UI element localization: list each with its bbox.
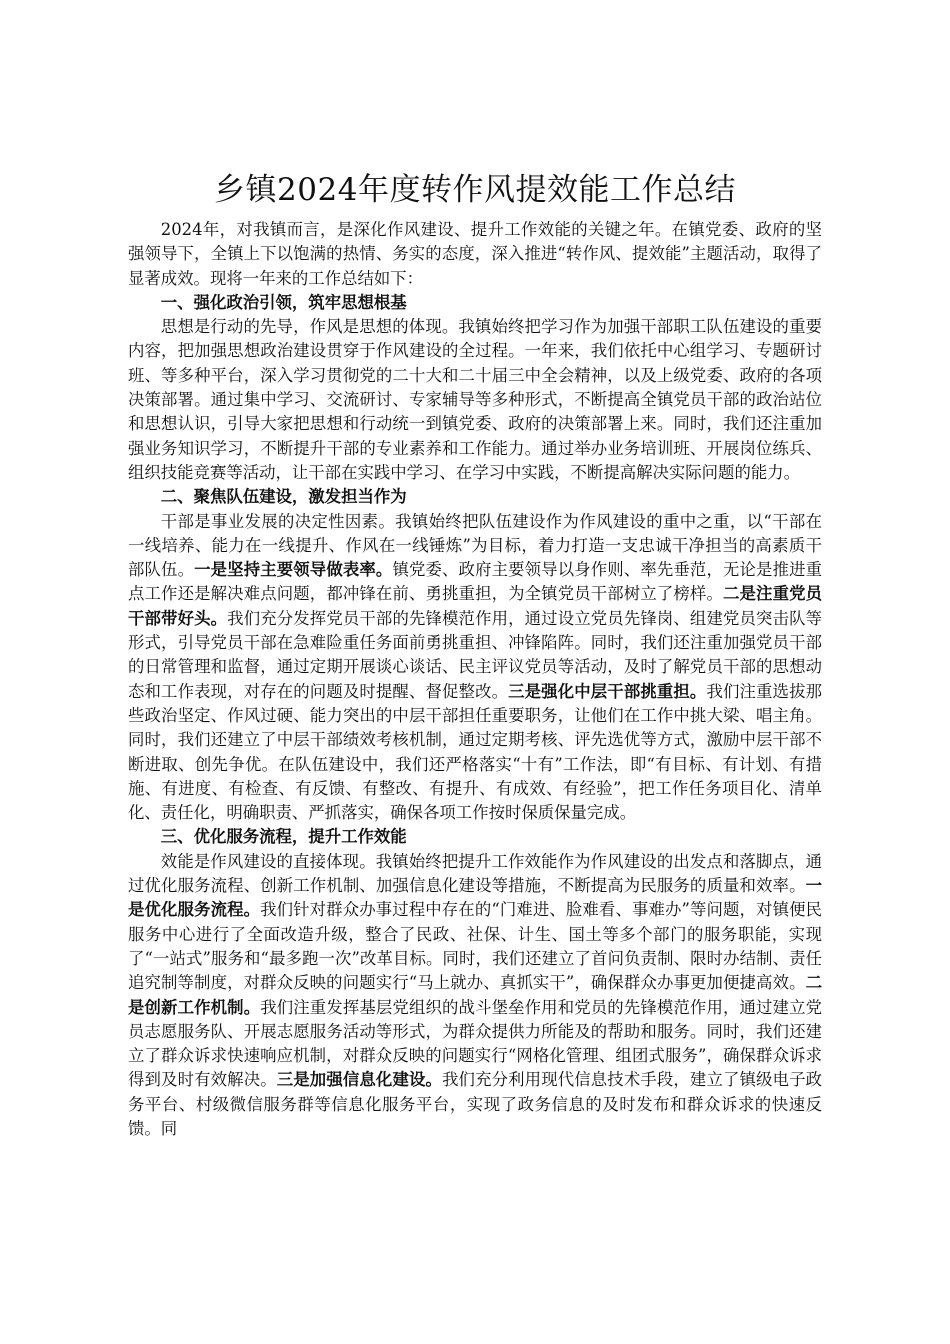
section-3-text-2: 我们针对群众办事过程中存在的“门难进、脸难看、事难办”等问题，对镇便民服务中心进行了全面改造升级，整合了民政、社保、计生、国土等多个部门的服务职能，实现了“一站式”服务和“最多跑一次”改革目标。同时，我们还建立了首问负责制、限时办结制、责任追究制等制度，对群众反映的问题实行“马上就办、真抓实干”，确保群众办事更加便捷高效。 [128, 900, 822, 993]
section-2-text-4: 我们注重选拔那些政治坚定、作风过硬、能力突出的中层干部担任重要职务，让他们在工作中挑大梁、唱主角。同时，我们还建立了中层干部绩效考核机制，通过定期考核、评先选优等方式，激励中层干部不断进取、创先争优。在队伍建设中，我们还严格落实“十有”工作法，即“有目标、有计划、有措施、有进度、有检查、有反馈、有整改、有提升、有成效、有经验”，把工作任务项目化、清单化、责任化，明确职责、严抓落实，确保各项工作按时保质保量完成。 [128, 681, 823, 823]
section-2-bold-1: 一是坚持主要领导做表率。 [194, 560, 393, 580]
section-3-bold-3: 三是加强信息化建设。 [276, 1070, 443, 1090]
section-3-text-4: 我们充分利用现代信息技术手段，建立了镇级电子政务平台、村级微信服务群等信息化服务平台，实现了政务信息的及时发布和群众诉求的快速反馈。同 [128, 1070, 823, 1138]
section-3-text-1: 效能是作风建设的直接体现。我镇始终把提升工作效能作为作风建设的出发点和落脚点，通过优化服务流程、创新工作机制、加强信息化建设等措施，不断提高为民服务的质量和效率。 [128, 851, 822, 896]
document-page [128, 168, 822, 1141]
section-3-bold-1: 一是优化服务流程。 [128, 876, 822, 920]
section-2-heading: 二、聚焦队伍建设，激发担当作为 [160, 487, 407, 507]
section-2-bold-2: 二是注重党员干部带好头。 [128, 584, 823, 628]
section-1-heading: 一、强化政治引领，筑牢思想根基 [160, 292, 407, 312]
section-3-text-3: 我们注重发挥基层党组织的战斗堡垒作用和党员的先锋模范作用，通过建立党员志愿服务队、开展志愿服务活动等形式，为群众提供力所能及的帮助和服务。同时，我们还建立了群众诉求快速响应机制，对群众反映的问题实行“网格化管理、组团式服务”，确保群众诉求得到及时有效解决。 [128, 997, 823, 1090]
section-3-heading: 三、优化服务流程，提升工作效能 [160, 827, 407, 847]
section-2-text-2: 镇党委、政府主要领导以身作则、率先垂范，无论是推进重点工作还是解决难点问题，都冲锋在前、勇挑重担，为全镇党员干部树立了榜样。 [128, 560, 823, 604]
document-title: 乡镇2024年度转作风提效能工作总结 [214, 172, 736, 208]
section-2-text-1: 干部是事业发展的决定性因素。我镇始终把队伍建设作为作风建设的重中之重，以“干部在一线培养、能力在一线提升、作风在一线锤炼”为目标，着力打造一支忠诚干净担当的高素质干部队伍。 [128, 511, 822, 580]
intro-paragraph: 2024年，对我镇而言，是深化作风建设、提升工作效能的关键之年。在镇党委、政府的坚强领导下，全镇上下以饱满的热情、务实的态度，深入推进“转作风、提效能”主题活动，取得了显著成效。现将一年来的工作总结如下： [128, 220, 822, 288]
section-3-bold-2: 二是创新工作机制。 [128, 973, 822, 1017]
section-3-paragraph [128, 850, 822, 1142]
section-2-text-3: 我们充分发挥党员干部的先锋模范作用，通过设立党员先锋岗、组建党员突击队等形式，引导党员干部在急难险重任务面前勇挑重担、冲锋陷阵。同时，我们还注重加强党员干部的日常管理和监督，通过定期开展谈心谈话、民主评议党员等活动，及时了解党员干部的思想动态和工作表现，对存在的问题及时提醒、督促整改。 [128, 608, 823, 701]
section-2-paragraph [128, 510, 822, 826]
section-1-paragraph: 思想是行动的先导，作风是思想的体现。我镇始终把学习作为加强干部职工队伍建设的重要内容，把加强思想政治建设贯穿于作风建设的全过程。一年来，我们依托中心组学习、专题研讨班、等多种平台，深入学习贯彻党的二十大和二十届三中全会精神，以及上级党委、政府的各项决策部署。通过集中学习、交流研讨、专家辅导等多种形式，不断提高全镇党员干部的政治站位和思想认识，引导大家把思想和行动统一到镇党委、政府的决策部署上来。同时，我们还注重加强业务知识学习，不断提升干部的专业素养和工作能力。通过举办业务培训班、开展岗位练兵、组织技能竞赛等活动，让干部在实践中学习、在学习中实践，不断提高解决实际问题的能力。 [128, 317, 822, 482]
section-2-bold-3: 三是强化中层干部挑重担。 [508, 681, 707, 701]
